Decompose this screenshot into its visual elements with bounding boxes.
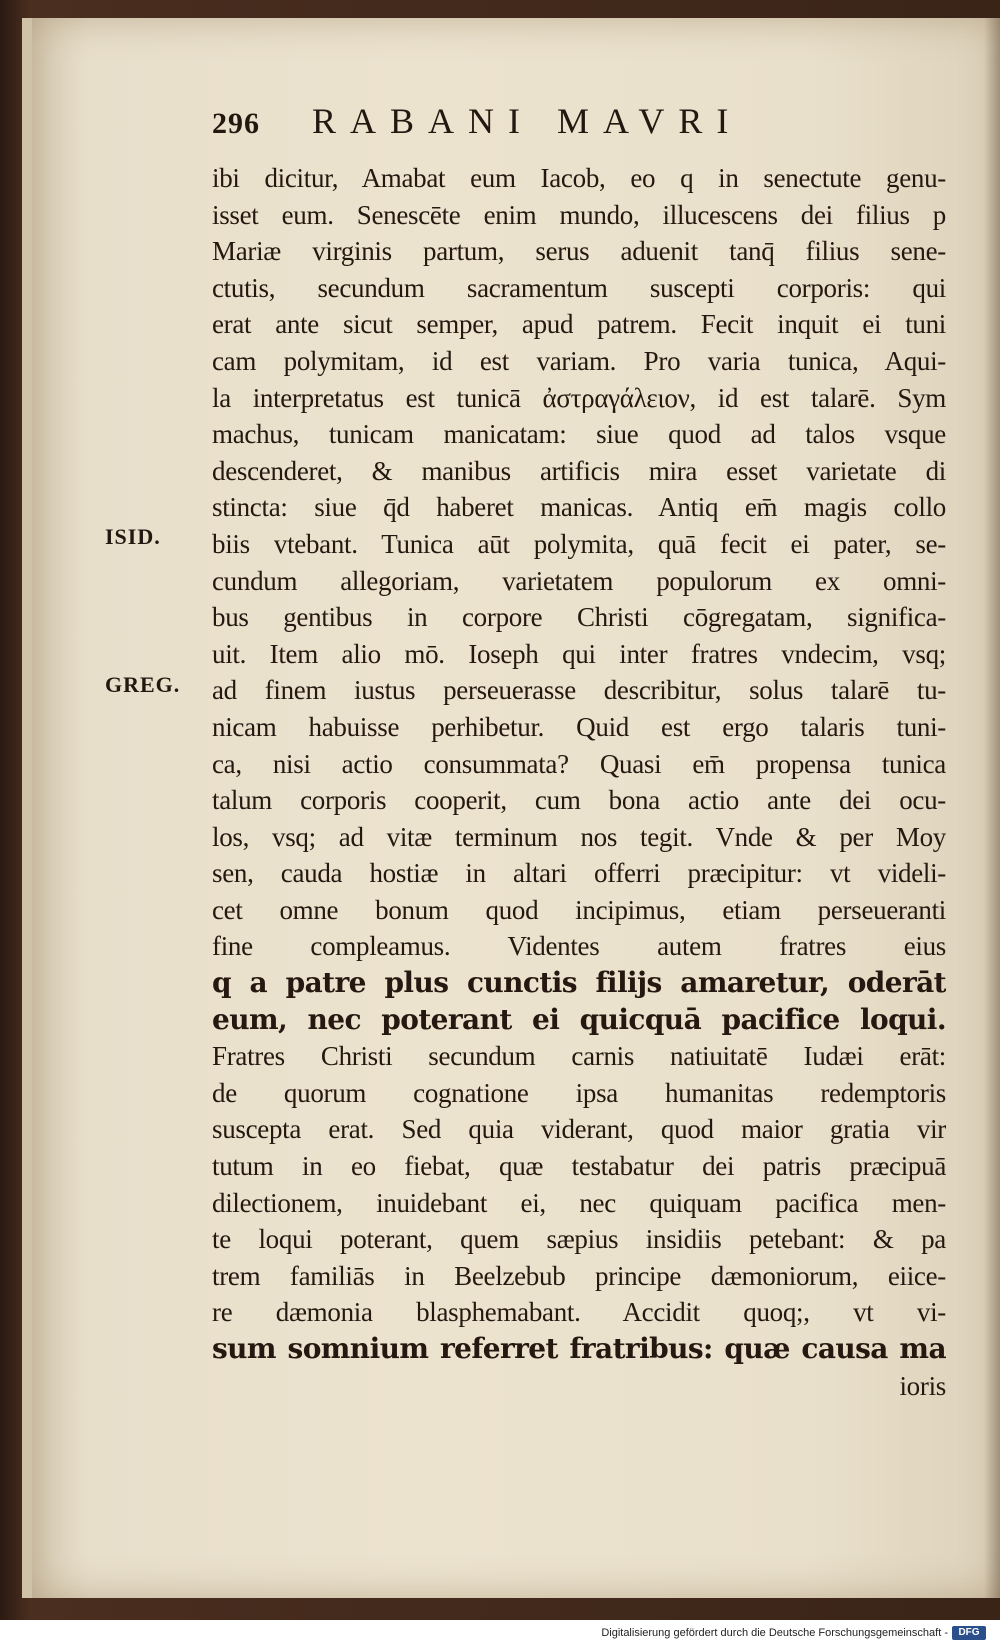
scripture-quote-line: eum, nec poterant ei quicquā pacifice loqui. [212, 1002, 946, 1036]
text-line: biis vtebant. Tunica aūt polymita, quā fecit ei pater, se- [212, 528, 946, 559]
text-line: stincta: siue q̄d haberet manicas. Antiq em̄ magis collo [212, 492, 946, 523]
text-line: re dæmonia blasphemabant. Accidit quoq;, vt vi- [212, 1297, 946, 1328]
text-line: machus, tunicam manicatam: siue quod ad talos vsque [212, 419, 946, 450]
text-line: talum corporis cooperit, cum bona actio ante dei ocu- [212, 785, 946, 816]
text-line: ibi dicitur, Amabat eum Iacob, eo q in senectute genu- [212, 163, 946, 193]
dfg-logo: DFG [952, 1626, 986, 1640]
text-line: uit. Item alio mō. Ioseph qui inter fratres vndecim, vsq; [212, 638, 946, 669]
text-line: erat ante sicut semper, apud patrem. Fecit inquit ei tuni [212, 309, 946, 340]
marginal-note-isid: ISID. [105, 524, 161, 549]
text-line: Fratres Christi secundum carnis natiuitatē Iudæi erāt: [212, 1041, 946, 1072]
text-line: ad finem iustus perseuerasse describitur, solus talarē tu- [212, 675, 946, 706]
text-line: de quorum cognatione ipsa humanitas redemptoris [212, 1077, 946, 1108]
text-line: sen, cauda hostiæ in altari offerri præcipitur: vt videli- [212, 858, 946, 889]
text-line: nicam habuisse perhibetur. Quid est ergo talaris tuni- [212, 711, 946, 742]
text-line: cundum allegoriam, varietatem populorum ex omni- [212, 565, 946, 596]
text-line: dilectionem, inuidebant ei, nec quiquam pacifica men- [212, 1187, 946, 1218]
body-text [212, 160, 946, 1404]
text-line: suscepta erat. Sed quia viderant, quod maior gratia vir [212, 1114, 946, 1145]
text-line: bus gentibus in corpore Christi cōgregatam, significa- [212, 602, 946, 633]
marginal-note-greg: GREG. [105, 672, 181, 697]
page-header [212, 100, 852, 142]
text-line: ctutis, secundum sacramentum suscepti corporis: qui [212, 272, 946, 303]
text-line: ca, nisi actio consummata? Quasi em̄ propensa tunica [212, 748, 946, 779]
text-line: descenderet, & manibus artificis mira esset varietate di [212, 455, 946, 486]
text-line: trem familiās in Beelzebub principe dæmoniorum, eiice- [212, 1260, 946, 1291]
running-head: RABANI MAVRI [312, 101, 743, 141]
page-edge-shadow [984, 18, 1000, 1598]
text-line: Mariæ virginis partum, serus aduenit tanq̄ filius sene- [212, 236, 946, 267]
text-line: te loqui poterant, quem sæpius insidiis petebant: & pa [212, 1224, 946, 1255]
text-line: isset eum. Senescēte enim mundo, illucescens dei filius p [212, 199, 946, 230]
text-line: cam polymitam, id est variam. Pro varia tunica, Aqui- [212, 345, 946, 376]
text-line: cet omne bonum quod incipimus, etiam perseueranti [212, 894, 946, 925]
text-line: tutum in eo fiebat, quæ testabatur dei patris præcipuā [212, 1151, 946, 1182]
text-line: los, vsq; ad vitæ terminum nos tegit. Vnde & per Moy [212, 821, 946, 852]
text-line: fine compleamus. Videntes autem fratres eius [212, 931, 946, 962]
catchword: ioris [899, 1370, 946, 1401]
text-line: la interpretatus est tunicā ἀστραγάλειον, id est talarē. Sym [212, 382, 946, 413]
digitization-credit: Digitalisierung gefördert durch die Deutsche Forschungsgemeinschaft - [601, 1627, 948, 1639]
scripture-quote-line: sum somnium referret fratribus: quæ causa ma [212, 1332, 946, 1365]
page-number: 296 [212, 107, 260, 140]
scripture-quote-line: q a patre plus cunctis filijs amaretur, oderāt [212, 966, 946, 1000]
